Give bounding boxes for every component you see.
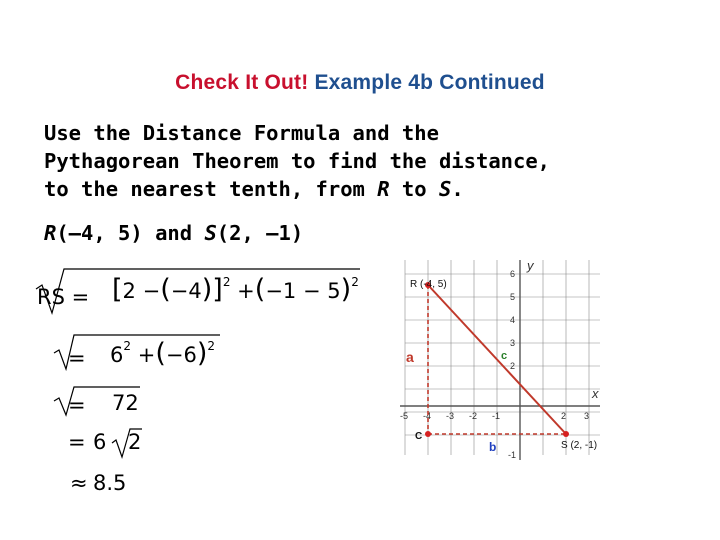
point-s-coords: (2, –1) [216,221,304,245]
given-points [44,221,303,245]
point-r-label: R (-4, 5) [410,279,447,290]
point-r-coords: (–4, 5) and [56,221,205,245]
x-tick-label: -1 [492,411,501,421]
x-tick-label: 2 [561,411,567,421]
x-tick-label: 3 [584,411,590,421]
x-tick-label: -3 [446,411,455,421]
y-tick-label: -1 [508,450,517,460]
title-check-it-out: Check It Out! [175,71,309,94]
side-a-label: a [406,349,414,365]
prompt-line-3: to the nearest tenth, from R to S. [44,177,464,201]
point-s-name: S [204,221,217,245]
slide-title [0,71,720,95]
point-s-marker [563,431,569,437]
prompt-line-1: Use the Distance Formula and the [44,121,439,145]
math-lhs: RS = [37,285,90,309]
side-c-label: c [501,350,508,362]
math-step-5: 8.5 [93,471,127,495]
point-s-label: S (2, -1) [561,440,598,451]
title-example: Example 4b Continued [314,71,545,94]
x-tick-label: -5 [400,411,409,421]
math-step-4-a: 6 [93,430,107,454]
math-step-3: 72 [112,391,139,415]
prompt-line-2: Pythagorean Theorem to find the distance, [44,149,551,173]
math-step-2-eq: = [68,346,86,370]
math-step-1: $[2 -(-4)]^2 +(-1 - 5)^2$ [112,274,359,305]
x-tick-label: -2 [469,411,478,421]
point-c-marker [425,431,431,437]
math-step-3-eq: = [68,393,86,417]
point-r-name: R [44,221,57,245]
coordinate-graph [385,250,615,465]
x-axis-label: x [592,386,599,401]
point-c-label: C [415,431,423,442]
y-tick-label: 2 [510,361,516,371]
y-tick-labels [508,269,516,460]
y-tick-label: 4 [510,315,516,325]
math-step-4-eq: = [68,430,86,454]
x-tick-label: -4 [423,411,432,421]
y-tick-label: 3 [510,338,516,348]
side-b-label: b [489,440,497,454]
math-step-5-approx: ≈ [70,471,88,495]
math-step-4-b: 2 [128,430,142,454]
math-step-2: $6^2 +(-6)^2$ [110,338,216,369]
y-tick-label: 6 [510,269,516,279]
y-tick-label: 5 [510,292,516,302]
y-axis-label: y [527,258,534,273]
problem-prompt [44,119,694,203]
